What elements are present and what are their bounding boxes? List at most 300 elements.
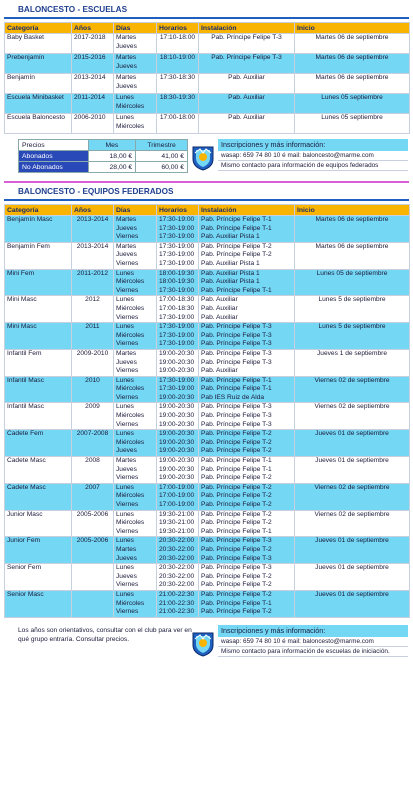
dia-line: Martes (116, 242, 137, 250)
years-note: Los años son orientativos, consultar con el club para ver en qué grupo entraría. Consultar precios. (18, 626, 192, 643)
categoria-cell: Baby Basket (5, 34, 72, 54)
dia-line: Viernes (116, 233, 139, 241)
instalacion-cell (199, 564, 295, 591)
precios-mes: 28,00 € (88, 162, 136, 173)
federados-row (5, 349, 410, 376)
horario-line: 19:00-20:30 (159, 438, 195, 446)
page (4, 4, 409, 665)
horario-line: 17:00-18:30 (159, 296, 195, 304)
dias-cell (114, 323, 157, 350)
instalacion-cell (199, 216, 295, 243)
dias-cell (114, 216, 157, 243)
anos-cell: 2005-2006 (72, 510, 114, 537)
anos-cell: 2005-2006 (72, 537, 114, 564)
anos-cell (72, 590, 114, 617)
instalacion-line: Pab. Príncipe Felipe T-3 (201, 331, 272, 339)
horario-line: 17:30-19:00 (159, 224, 195, 232)
escuelas-row (5, 74, 410, 94)
inicio-cell: Lunes 05 septiembre (295, 94, 410, 114)
instalacion-line: Pab. Príncipe Felipe T-3 (201, 554, 272, 562)
info-box-1 (218, 139, 408, 171)
dias-cell (114, 457, 157, 484)
anos-cell: 2013-2014 (72, 74, 114, 94)
anos-cell (72, 564, 114, 591)
inicio-cell: Lunes 05 septiembre (295, 114, 410, 134)
dia-line: Martes (116, 349, 137, 357)
dias-cell (114, 376, 157, 403)
horario-line: 19:00-20:30 (159, 447, 195, 455)
dia-line: Viernes (116, 527, 139, 535)
instalacion-line: Pab. Príncipe Felipe T-1 (201, 224, 272, 232)
instalacion-line: Pab. Príncipe Felipe T-2 (201, 519, 272, 527)
dia-line: Viernes (116, 313, 139, 321)
instalacion-line: Pab. Príncipe Felipe T-2 (201, 510, 272, 518)
federados-row (5, 430, 410, 457)
dias-cell (114, 269, 157, 296)
horario-line: 17:30-19:00 (159, 331, 195, 339)
horario-line: 17:30-19:00 (159, 259, 195, 267)
horario-line: 21:00-22:30 (159, 608, 195, 616)
dia-line: Jueves (116, 465, 137, 473)
horario-line: 19:00-20:30 (159, 358, 195, 366)
instalacion-line: Pab. Príncipe Felipe T-2 (201, 242, 272, 250)
instalacion-line: Pab. Príncipe Felipe T-2 (201, 581, 272, 589)
instalacion-line: Pab. Príncipe Felipe T-2 (201, 251, 272, 259)
horario-line: 17:30-19:00 (159, 242, 195, 250)
categoria-cell: Mini Masc (5, 323, 72, 350)
categoria-cell: Junior Masc (5, 510, 72, 537)
instalacion-line: Pab. Príncipe Felipe T-1 (201, 527, 272, 535)
dia-line: Miércoles (116, 492, 145, 500)
anos-cell: 2007-2008 (72, 430, 114, 457)
federados-title: BALONCESTO - EQUIPOS FEDERADOS (18, 187, 174, 196)
categoria-cell: Infantil Masc (5, 403, 72, 430)
dia-line: Viernes (116, 286, 139, 294)
anos-cell: 2008 (72, 457, 114, 484)
inicio-cell: Jueves 01 de septiembre (295, 537, 410, 564)
horario-cell (157, 510, 199, 537)
dias-cell (114, 74, 157, 94)
federados-header-row (5, 205, 410, 216)
horario-cell: 17:30-18:30 (157, 74, 199, 94)
dias-cell (114, 510, 157, 537)
dia-line: Miércoles (116, 519, 145, 527)
instalacion-line: Pab. Príncipe Felipe T-2 (201, 492, 272, 500)
instalacion-line: Pab. Príncipe Felipe T-3 (201, 564, 272, 572)
horario-line: 17:30-19:00 (159, 323, 195, 331)
horario-cell: 17:10-18:00 (157, 34, 199, 54)
col-header: Instalación (199, 23, 295, 34)
instalacion-line: Pab. Príncipe Felipe T-2 (201, 608, 272, 616)
escuelas-rule (4, 17, 409, 19)
instalacion-line: Pab. Auxiliar Pista 1 (201, 269, 260, 277)
categoria-cell: Senior Masc (5, 590, 72, 617)
dia-line: Lunes (116, 403, 134, 411)
categoria-cell: Benjamín Masc (5, 216, 72, 243)
horario-line: 19:00-20:30 (159, 474, 195, 482)
horario-line: 17:30-19:00 (159, 376, 195, 384)
federados-rule (4, 199, 409, 201)
instalacion-line: Pab. Príncipe Felipe T-1 (201, 385, 272, 393)
precios-info-box (4, 139, 409, 177)
inicio-cell: Jueves 01 de septiembre (295, 564, 410, 591)
horario-cell (157, 242, 199, 269)
categoria-cell: Senior Fem (5, 564, 72, 591)
dia-line: Martes (116, 457, 137, 465)
escuelas-table (4, 22, 410, 134)
horario-line: 17:30-19:00 (159, 340, 195, 348)
dia-line: Viernes (116, 474, 139, 482)
precios-mes: 18,00 € (88, 151, 136, 162)
horario-line: 17:30-19:00 (159, 251, 195, 259)
col-header: Inicio (295, 205, 410, 216)
horario-line: 17:30-19:00 (159, 385, 195, 393)
dia-line: Lunes (116, 269, 134, 277)
categoria-cell: Cadete Masc (5, 483, 72, 510)
instalacion-line: Pab. Príncipe Felipe T-3 (201, 349, 272, 357)
instalacion-cell: Pab. Auxiliar (199, 74, 295, 94)
inicio-cell: Viernes 02 de septiembre (295, 483, 410, 510)
dia-line: Miércoles (116, 102, 145, 110)
dia-line: Jueves (116, 82, 137, 90)
instalacion-line: Pab. Príncipe Felipe T-1 (201, 599, 272, 607)
info-heading: Inscripciones y más información: (218, 139, 408, 151)
precios-tipo: No Abonados (19, 162, 89, 173)
inicio-cell: Viernes 02 de septiembre (295, 510, 410, 537)
horario-line: 19:00-20:30 (159, 349, 195, 357)
inicio-cell: Martes 06 de septiembre (295, 34, 410, 54)
horario-line: 19:00-20:30 (159, 457, 195, 465)
dias-cell (114, 403, 157, 430)
anos-cell: 2011-2014 (72, 94, 114, 114)
info-heading: Inscripciones y más información: (218, 625, 408, 637)
dia-line: Lunes (116, 376, 134, 384)
escuelas-row (5, 94, 410, 114)
instalacion-line: Pab. Príncipe Felipe T-3 (201, 323, 272, 331)
inicio-cell: Jueves 1 de septiembre (295, 349, 410, 376)
dias-cell (114, 114, 157, 134)
horario-cell: 18:10-19:00 (157, 54, 199, 74)
inicio-cell: Martes 06 de septiembre (295, 242, 410, 269)
horario-cell (157, 216, 199, 243)
horario-line: 18:00-19:30 (159, 278, 195, 286)
dia-line: Miércoles (116, 599, 145, 607)
anos-cell: 2007 (72, 483, 114, 510)
dia-line: Lunes (116, 564, 134, 572)
col-header: Categoría (5, 23, 72, 34)
horario-cell (157, 483, 199, 510)
dia-line: Lunes (116, 537, 134, 545)
precios-trimestre-header: Trimestre (136, 140, 188, 151)
escuelas-header-row (5, 23, 410, 34)
horario-line: 21:00-22:30 (159, 590, 195, 598)
col-header: Horarios (157, 23, 199, 34)
instalacion-cell (199, 483, 295, 510)
federados-row (5, 242, 410, 269)
horario-line: 17:00-19:00 (159, 492, 195, 500)
instalacion-line: Pab. Príncipe Felipe T-1 (201, 376, 272, 384)
dia-line: Jueves (116, 62, 137, 70)
instalacion-cell: Pab. Auxiliar (199, 114, 295, 134)
inicio-cell: Viernes 02 de septiembre (295, 403, 410, 430)
anos-cell: 2012 (72, 296, 114, 323)
instalacion-line: Pab. Auxiliar (201, 304, 238, 312)
dia-line: Martes (116, 34, 137, 41)
anos-cell: 2009 (72, 403, 114, 430)
precios-header-row (19, 140, 188, 151)
precios-tipo: Abonados (19, 151, 89, 162)
instalacion-cell (199, 590, 295, 617)
horario-line: 17:30-19:00 (159, 313, 195, 321)
dia-line: Miércoles (116, 438, 145, 446)
instalacion-line: Pab. Príncipe Felipe T-2 (201, 545, 272, 553)
inicio-cell: Lunes 05 de septiembre (295, 269, 410, 296)
info-contact-line: wasap: 659 74 80 10 é mail: baloncesto@marme.com (218, 151, 408, 161)
federados-row (5, 590, 410, 617)
dias-cell (114, 349, 157, 376)
dia-line: Viernes (116, 340, 139, 348)
instalacion-cell (199, 430, 295, 457)
dia-line: Viernes (116, 501, 139, 508)
dia-line: Jueves (116, 251, 137, 259)
instalacion-line: Pab. Príncipe Felipe T-2 (201, 483, 272, 491)
instalacion-cell: Pab. Auxiliar (199, 94, 295, 114)
col-header: Días (114, 23, 157, 34)
categoria-cell: Benjamín (5, 74, 72, 94)
precios-row (19, 151, 188, 162)
info-note-line: Mismo contacto para información de escuelas de iniciación. (218, 647, 408, 657)
instalacion-line: Pab. Príncipe Felipe T-3 (201, 358, 272, 366)
dia-line: Jueves (116, 447, 137, 455)
precios-trimestre: 60,00 € (136, 162, 188, 173)
footer-info-box (4, 625, 409, 665)
dia-line: Martes (116, 545, 137, 553)
precios-trimestre: 41,00 € (136, 151, 188, 162)
instalacion-line: Pab. Príncipe Felipe T-1 (201, 216, 272, 223)
horario-line: 18:00-19:30 (159, 269, 195, 277)
club-logo-icon (192, 631, 214, 657)
dia-line: Lunes (116, 430, 134, 438)
precios-mes-header: Mes (88, 140, 136, 151)
instalacion-cell (199, 537, 295, 564)
anos-cell: 2010 (72, 376, 114, 403)
instalacion-line: Pab. Príncipe Felipe T-3 (201, 420, 272, 428)
categoria-cell: Infantil Masc (5, 376, 72, 403)
categoria-cell: Benjamín Fem (5, 242, 72, 269)
instalacion-line: Pab. Príncipe Felipe T-2 (201, 430, 272, 438)
instalacion-line: Pab. Príncipe Felipe T-2 (201, 438, 272, 446)
instalacion-line: Pab. Príncipe Felipe T-2 (201, 474, 272, 482)
federados-row (5, 457, 410, 484)
instalacion-line: Pab. Príncipe Felipe T-2 (201, 572, 272, 580)
horario-cell (157, 537, 199, 564)
horario-cell (157, 269, 199, 296)
horario-line: 19:00-20:30 (159, 367, 195, 375)
instalacion-line: Pab. Auxiliar (201, 367, 238, 375)
horario-line: 19:00-20:30 (159, 393, 195, 401)
inicio-cell: Jueves 01 de septiembre (295, 590, 410, 617)
col-header: Días (114, 205, 157, 216)
dias-cell (114, 564, 157, 591)
instalacion-line: Pab. Auxiliar Pista 1 (201, 259, 260, 267)
dias-cell (114, 34, 157, 54)
inicio-cell: Lunes 5 de septiembre (295, 296, 410, 323)
dias-cell (114, 483, 157, 510)
categoria-cell: Mini Masc (5, 296, 72, 323)
dia-line: Lunes (116, 510, 134, 518)
info-note-line: Mismo contacto para información de equipos federados (218, 161, 408, 171)
col-header: Inicio (295, 23, 410, 34)
dia-line: Jueves (116, 572, 137, 580)
instalacion-line: Pab. Auxiliar (201, 296, 238, 304)
instalacion-cell: Pab. Príncipe Felipe T-3 (199, 54, 295, 74)
federados-row (5, 510, 410, 537)
inicio-cell: Martes 06 de septiembre (295, 74, 410, 94)
horario-line: 19:30-21:00 (159, 519, 195, 527)
instalacion-cell (199, 376, 295, 403)
inicio-cell: Viernes 02 de septiembre (295, 376, 410, 403)
federados-table (4, 204, 410, 618)
horario-cell (157, 376, 199, 403)
info-contact-line: wasap: 659 74 80 10 é mail: baloncesto@marme.com (218, 637, 408, 647)
anos-cell: 2015-2016 (72, 54, 114, 74)
escuelas-row (5, 34, 410, 54)
anos-cell: 2017-2018 (72, 34, 114, 54)
dia-line: Viernes (116, 367, 139, 375)
dia-line: Miércoles (116, 122, 145, 130)
horario-line: 17:30-19:00 (159, 216, 195, 223)
escuelas-row (5, 114, 410, 134)
instalacion-line: Pab. Auxiliar (201, 313, 238, 321)
dias-cell (114, 590, 157, 617)
dia-line: Martes (116, 54, 137, 61)
instalacion-line: Pab. Príncipe Felipe T-2 (201, 590, 272, 598)
anos-cell: 2013-2014 (72, 242, 114, 269)
instalacion-cell (199, 457, 295, 484)
horario-cell (157, 590, 199, 617)
precios-row (19, 162, 188, 173)
anos-cell: 2006-2010 (72, 114, 114, 134)
horario-cell (157, 403, 199, 430)
dias-cell (114, 242, 157, 269)
instalacion-cell (199, 403, 295, 430)
dia-line: Martes (116, 74, 137, 81)
dia-line: Jueves (116, 42, 137, 50)
horario-line: 19:00-20:30 (159, 430, 195, 438)
dia-line: Jueves (116, 224, 137, 232)
instalacion-cell (199, 269, 295, 296)
inicio-cell: Jueves 01 de septiembre (295, 430, 410, 457)
federados-row (5, 403, 410, 430)
inicio-cell: Jueves 01 de septiembre (295, 457, 410, 484)
horario-cell (157, 430, 199, 457)
horario-line: 19:00-20:30 (159, 420, 195, 428)
col-header: Categoría (5, 205, 72, 216)
dia-line: Miércoles (116, 331, 145, 339)
dia-line: Miércoles (116, 304, 145, 312)
horario-line: 20:30-22:00 (159, 554, 195, 562)
col-header: Instalación (199, 205, 295, 216)
info-box-2 (218, 625, 408, 657)
horario-line: 17:30-19:00 (159, 233, 195, 241)
horario-cell (157, 564, 199, 591)
categoria-cell: Prebenjamín (5, 54, 72, 74)
instalacion-cell (199, 242, 295, 269)
dia-line: Lunes (116, 323, 134, 331)
col-header: Años (72, 205, 114, 216)
escuelas-title: BALONCESTO - ESCUELAS (18, 5, 128, 14)
horario-line: 19:30-21:00 (159, 527, 195, 535)
horario-line: 19:30-21:00 (159, 510, 195, 518)
horario-line: 20:30-22:00 (159, 537, 195, 545)
horario-cell (157, 457, 199, 484)
federados-row (5, 564, 410, 591)
federados-row (5, 483, 410, 510)
instalacion-cell: Pab. Príncipe Felipe T-3 (199, 34, 295, 54)
dias-cell (114, 430, 157, 457)
dias-cell (114, 94, 157, 114)
horario-line: 21:00-22:30 (159, 599, 195, 607)
instalacion-line: Pab. Príncipe Felipe T-3 (201, 537, 272, 545)
dia-line: Viernes (116, 393, 139, 401)
federados-row (5, 296, 410, 323)
instalacion-line: Pab. Príncipe Felipe T-1 (201, 286, 272, 294)
federados-row (5, 269, 410, 296)
dias-cell (114, 537, 157, 564)
dia-line: Viernes (116, 420, 139, 428)
instalacion-line: Pab IES Ruiz de Alda (201, 393, 265, 401)
instalacion-cell (199, 510, 295, 537)
horario-line: 19:00-20:30 (159, 403, 195, 411)
categoria-cell: Cadete Fem (5, 430, 72, 457)
dias-cell (114, 296, 157, 323)
instalacion-line: Pab. Príncipe Felipe T-3 (201, 340, 272, 348)
federados-row (5, 537, 410, 564)
instalacion-line: Pab. Auxiliar Pista 1 (201, 233, 260, 241)
dia-line: Lunes (116, 483, 134, 491)
col-header: Años (72, 23, 114, 34)
horario-cell (157, 323, 199, 350)
categoria-cell: Escuela Minibasket (5, 94, 72, 114)
instalacion-cell (199, 349, 295, 376)
horario-line: 17:00-19:00 (159, 501, 195, 508)
inicio-cell: Martes 06 de septiembre (295, 54, 410, 74)
dia-line: Lunes (116, 590, 134, 598)
pink-divider (4, 181, 409, 183)
instalacion-cell (199, 323, 295, 350)
horario-line: 17:30-19:00 (159, 286, 195, 294)
federados-row (5, 216, 410, 243)
horario-line: 20:30-22:00 (159, 564, 195, 572)
anos-cell: 2013-2014 (72, 216, 114, 243)
federados-row (5, 323, 410, 350)
instalacion-line: Pab. Príncipe Felipe T-2 (201, 447, 272, 455)
horario-line: 17:00-19:00 (159, 483, 195, 491)
categoria-cell: Cadete Masc (5, 457, 72, 484)
inicio-cell: Martes 06 de septiembre (295, 216, 410, 243)
instalacion-line: Pab. Príncipe Felipe T-3 (201, 403, 272, 411)
categoria-cell: Mini Fem (5, 269, 72, 296)
instalacion-line: Pab. Príncipe Felipe T-2 (201, 501, 272, 508)
anos-cell: 2011 (72, 323, 114, 350)
dia-line: Martes (116, 216, 137, 223)
horario-line: 20:30-22:00 (159, 581, 195, 589)
horario-cell: 17:00-18:00 (157, 114, 199, 134)
instalacion-line: Pab. Príncipe Felipe T-3 (201, 412, 272, 420)
instalacion-line: Pab. Príncipe Felipe T-1 (201, 457, 272, 465)
dia-line: Viernes (116, 259, 139, 267)
dia-line: Viernes (116, 608, 139, 616)
